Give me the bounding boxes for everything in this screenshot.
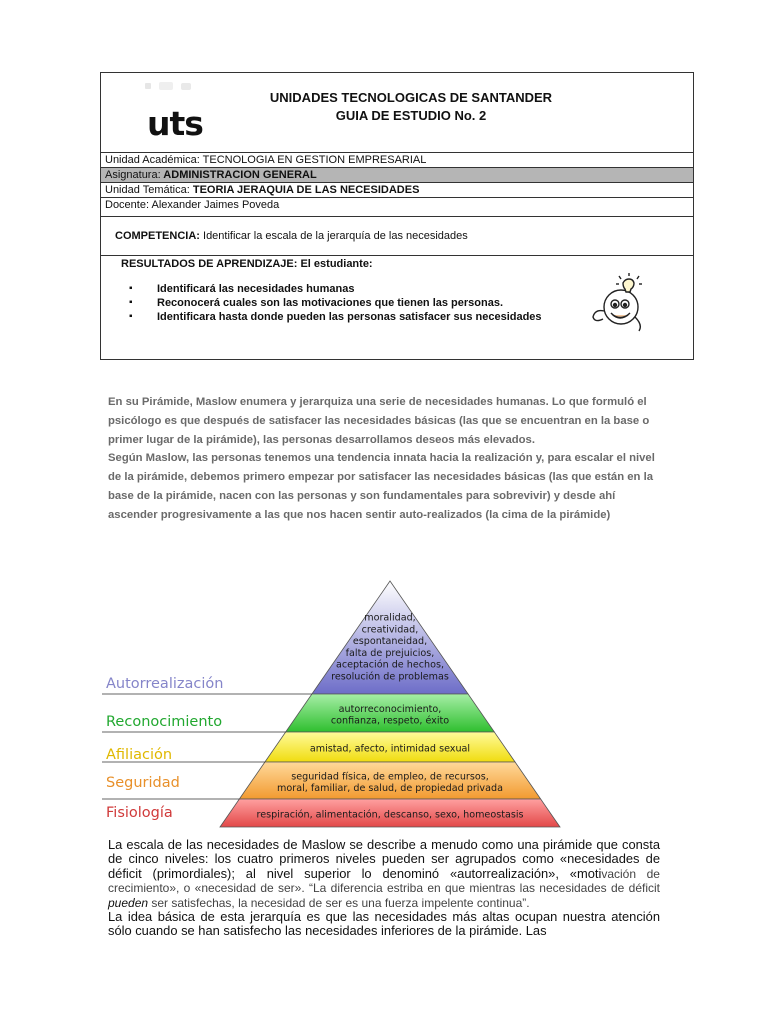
level-description-line: resolución de problemas: [331, 671, 449, 683]
level-description-line: confianza, respeto, éxito: [330, 715, 450, 727]
competencia-label: COMPETENCIA:: [115, 230, 200, 242]
row-value: ADMINISTRACION GENERAL: [160, 169, 317, 181]
paragraph: [108, 838, 660, 910]
maslow-pyramid: [98, 575, 578, 837]
row-value: TECNOLOGIA EN GESTION EMPRESARIAL: [199, 154, 427, 166]
thinking-cartoon-icon: [583, 271, 653, 341]
text-run: ser satisfechas, la necesidad de ser es una fuerza impelente continua”.: [148, 895, 530, 910]
paragraph: En su Pirámide, Maslow enumera y jerarquiza una serie de necesidades humanas. Lo que formuló el psicólogo es que después de satisfacer las necesidades básicas (las que se encuentran en la base o primer lugar de la pirámide), las personas desarrollamos deseos más elevados.: [108, 396, 650, 446]
level-name: Seguridad: [106, 775, 180, 791]
row-unidad-tematica: [101, 183, 693, 198]
row-docente: [101, 198, 693, 217]
row-label: Unidad Temática:: [105, 184, 190, 196]
level-description-line: seguridad física, de empleo, de recursos,: [291, 771, 489, 783]
row-value: TEORIA JERAQUIA DE LAS NECESIDADES: [189, 184, 420, 196]
closing-text: [108, 838, 660, 939]
logo-text: uts: [147, 104, 203, 143]
logo: [137, 73, 211, 153]
level-description-line: moral, familiar, de salud, de propiedad privada: [277, 782, 503, 794]
text-run-italic: pueden: [108, 895, 149, 910]
list-item-text: ▪ Reconocerá cuales son las motivaciones que tienen las personas.: [157, 297, 504, 309]
level-name: Afiliación: [106, 747, 173, 763]
row-label: Asignatura:: [105, 169, 161, 181]
level-name: Fisiología: [106, 805, 173, 821]
level-description-line: falta de prejuicios,: [345, 647, 435, 659]
row-unidad-academica: [101, 153, 693, 168]
list-item-text: ▪ Identificara hasta donde pueden las personas satisfacer sus necesidades: [157, 311, 542, 323]
intro-text: [108, 393, 668, 525]
level-name: Reconocimiento: [106, 714, 223, 730]
level-description-line: espontaneidad,: [352, 636, 428, 648]
level-description-line: amistad, afecto, intimidad sexual: [309, 743, 471, 755]
text-run: vación de crecimiento», o «necesidad de ser». “La diferencia estriba en que mientras las necesidades de déficit: [108, 866, 660, 896]
competencia-text: Identificar la escala de la jerarquía de las necesidades: [199, 230, 468, 242]
paragraph: Según Maslow, las personas tenemos una tendencia innata hacia la realización y, para escalar el nivel de la pirámide, debemos primero empezar por satisfacer las necesidades básicas (las que están en la base de la pirámide, nacen con las personas y son fundamentales para sobrevivir) y desde ahí ascender progresivamente a las que nos hacen sentir auto-realizados (la cima de la pirámide): [108, 452, 655, 521]
level-description-line: respiración, alimentación, descanso, sexo, homeostasis: [256, 809, 524, 821]
level-name: Autorrealización: [106, 676, 224, 692]
row-asignatura: [101, 168, 693, 183]
resultados-title: RESULTADOS DE APRENDIZAJE: El estudiante:: [121, 258, 373, 270]
list-item: [133, 296, 553, 310]
text-run: La escala de las necesidades de Maslow se describe a menudo como una pirámide que consta de cinco niveles: los cuatro primeros niveles pueden ser agrupados como «necesidades de déficit (primordiales); al nivel superior lo denominó «autorrealización», «moti: [108, 837, 660, 881]
row-label: Unidad Académica:: [105, 154, 200, 166]
level-description-line: aceptación de hechos,: [335, 659, 445, 671]
paragraph: La idea básica de esta jerarquía es que las necesidades más altas ocupan nuestra atención sólo cuando se han satisfecho las necesidades inferiores de la pirámide. Las: [108, 909, 660, 939]
list-item: [133, 282, 553, 296]
institution-title: UNIDADES TECNOLOGICAS DE SANTANDER: [269, 90, 553, 105]
guide-title: GUIA DE ESTUDIO No. 2: [335, 108, 487, 123]
header-table: [100, 72, 694, 360]
row-value: Alexander Jaimes Poveda: [149, 199, 280, 211]
list-item-text: ▪ Identificará las necesidades humanas: [157, 283, 355, 295]
row-label: Docente:: [105, 199, 150, 211]
list-item: [133, 310, 553, 324]
competencia-row: [101, 217, 693, 256]
level-description-line: autorreconocimiento,: [338, 703, 442, 715]
logo-decoration: [141, 79, 203, 93]
level-description-line: creatividad,: [361, 624, 419, 636]
level-description-line: moralidad,: [364, 612, 416, 624]
